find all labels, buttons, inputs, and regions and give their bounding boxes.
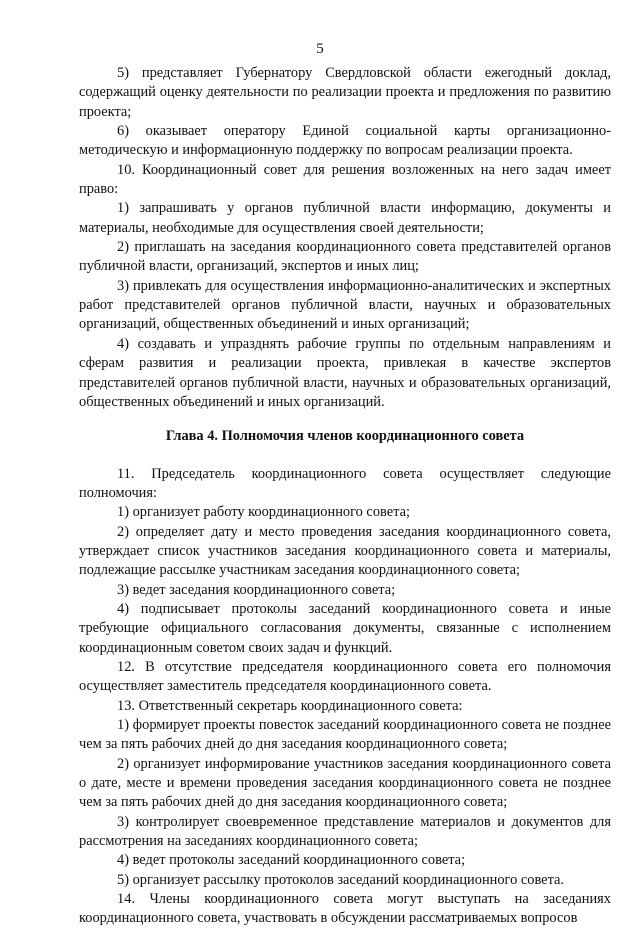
paragraph-chair-3-conduct: 3) ведет заседания координационного совета; — [117, 581, 396, 598]
paragraph-clause-13: 13. Ответственный секретарь координационного совета: — [117, 697, 463, 714]
paragraph-item-6-support: 6) оказывает оператору Единой социальной карты организационно-методическую и информационную поддержку по вопросам реализации проекта. — [79, 123, 611, 159]
paragraph-secretary-1-agenda: 1) формирует проекты повесток заседаний координационного совета не позднее чем за пять рабочих дней до дня заседания координационного совета; — [79, 717, 611, 753]
paragraph-clause-10: 10. Координационный совет для решения возложенных на него задач имеет право: — [79, 161, 611, 198]
spacer — [79, 412, 611, 427]
paragraph-clause-11: 11. Председатель координационного совета осуществляет следующие полномочия: — [79, 465, 611, 501]
paragraph-item-5-report: 5) представляет Губернатору Свердловской области ежегодный доклад, содержащий оценку деятельности по реализации проекта и предложения по развитию проекта; — [79, 65, 611, 120]
paragraph-chair-4-sign: 4) подписывает протоколы заседаний координационного совета и иные требующие официального согласования документы, связанные с исполнением координационным советом своих задач и функций. — [79, 600, 611, 656]
paragraph-secretary-5-distribute: 5) организует рассылку протоколов заседаний координационного совета. — [117, 871, 565, 888]
page-number: 5 — [316, 41, 324, 57]
paragraph-chair-2-schedule: 2) определяет дату и место проведения заседания координационного совета, утверждает список участников заседания координационного совета и материалы, подлежащие рассылке участникам заседания координационного совета; — [79, 523, 611, 579]
spacer — [79, 447, 611, 465]
paragraph-right-3-engage: 3) привлекать для осуществления информационно-аналитических и экспертных работ представителей органов публичной власти, научных и образовательных организаций, общественных объединений и иных организаций; — [79, 277, 611, 333]
paragraph-clause-14: 14. Члены координационного совета могут выступать на заседаниях координационного совета, участвовать в обсуждении рассматриваемых вопросов — [79, 891, 611, 927]
chapter-heading: Глава 4. Полномочия членов координационного совета — [165, 428, 525, 445]
paragraph-right-2-invite: 2) приглашать на заседания координационного совета представителей органов публичной власти, организаций, экспертов и иных лиц; — [79, 239, 611, 275]
paragraph-chair-1-organize: 1) организует работу координационного совета; — [117, 504, 410, 521]
paragraph-secretary-2-inform: 2) организует информирование участников заседания координационного совета о дате, месте и времени проведения заседания координационного совета не позднее чем за пять рабочих дней до дня заседания координационного совета; — [79, 755, 611, 811]
paragraph-secretary-4-minutes: 4) ведет протоколы заседаний координационного совета; — [117, 852, 466, 869]
document-body — [79, 64, 611, 929]
paragraph-right-1-request: 1) запрашивать у органов публичной власти информацию, документы и материалы, необходимые для осуществления своей деятельности; — [79, 200, 611, 236]
paragraph-clause-12: 12. В отсутствие председателя координационного совета его полномочия осуществляет заместитель председателя координационного совета. — [79, 658, 611, 695]
paragraph-right-4-working-groups: 4) создавать и упразднять рабочие группы по отдельным направлениям и сферам развития и реализации проекта, привлекая в качестве экспертов представителей органов публичной власти, научных и образовательных организаций, общественных объединений и иных организаций. — [79, 335, 611, 410]
paragraph-secretary-3-control: 3) контролирует своевременное представление материалов и документов для рассмотрения на заседаниях координационного совета; — [79, 813, 611, 850]
